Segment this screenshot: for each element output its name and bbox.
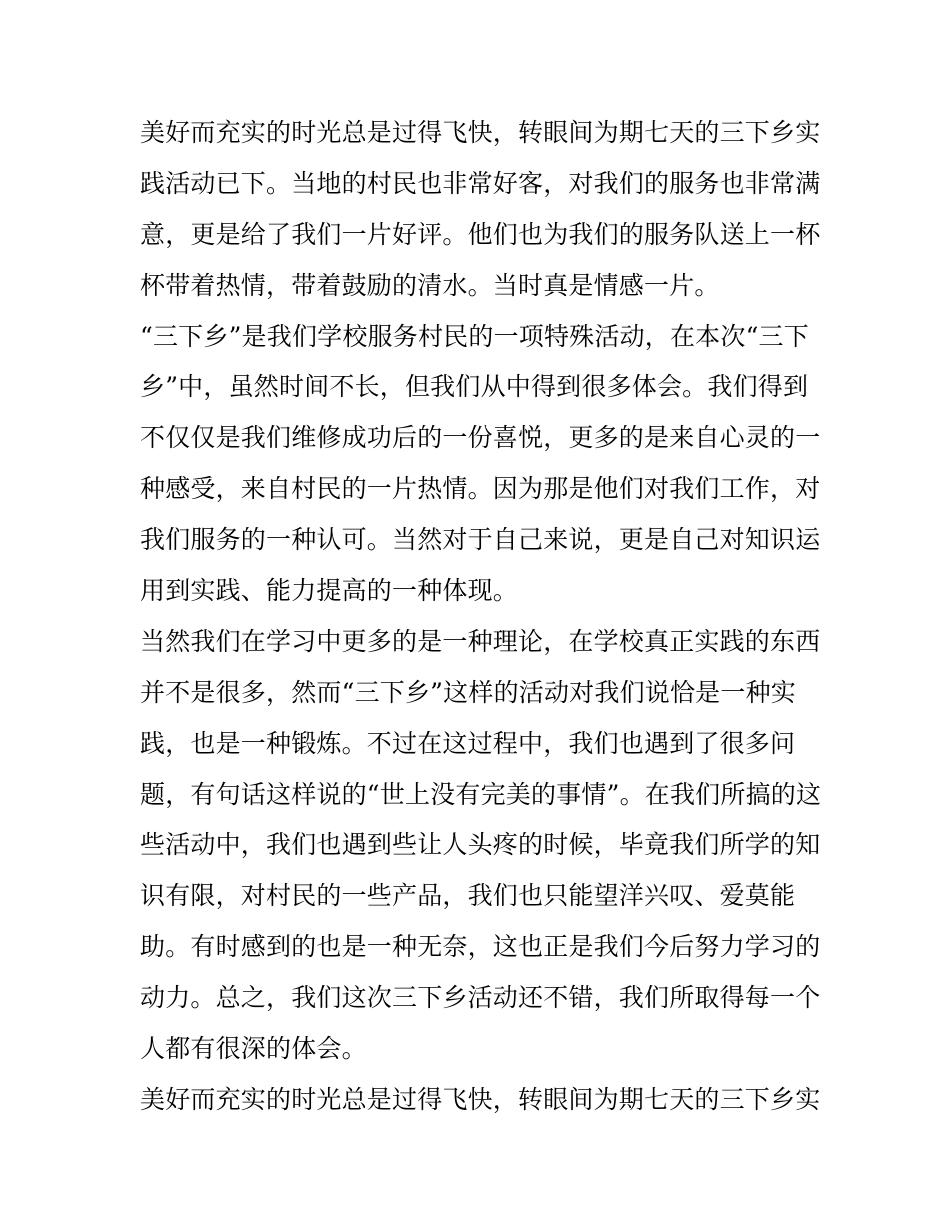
text-line: 美好而充实的时光总是过得飞快，转眼间为期七天的三下乡实 <box>140 1084 821 1114</box>
text-line: 当然我们在学习中更多的是一种理论，在学校真正实践的东西 <box>140 626 821 656</box>
text-line: 乡”中，虽然时间不长，但我们从中得到很多体会。我们得到 <box>140 372 809 402</box>
text-line: 杯带着热情，带着鼓励的清水。当时真是情感一片。 <box>140 270 720 300</box>
text-line: 种感受，来自村民的一片热情。因为那是他们对我们工作，对 <box>140 474 821 504</box>
text-line: 我们服务的一种认可。当然对于自己来说，更是自己对知识运 <box>140 525 821 555</box>
text-line: 美好而充实的时光总是过得飞快，转眼间为期七天的三下乡实 <box>140 118 821 147</box>
text-line: 不仅仅是我们维修成功后的一份喜悦，更多的是来自心灵的一 <box>140 423 821 453</box>
text-line: 识有限，对村民的一些产品，我们也只能望洋兴叹、爱莫能 <box>140 881 796 911</box>
text-line: 践，也是一种锻炼。不过在这过程中，我们也遇到了很多问 <box>140 728 796 758</box>
text-line: 践活动已下。当地的村民也非常好客，对我们的服务也非常满 <box>140 168 821 198</box>
text-line: 些活动中，我们也遇到些让人头疼的时候，毕竟我们所学的知 <box>140 830 821 860</box>
text-line: 用到实践、能力提高的一种体现。 <box>140 576 519 606</box>
text-line: 人都有很深的体会。 <box>140 1034 367 1064</box>
document-body <box>140 108 820 1126</box>
text-line: “三下乡”是我们学校服务村民的一项特殊活动，在本次“三下 <box>140 321 809 351</box>
text-line: 并不是很多，然而“三下乡”这样的活动对我们说恰是一种实 <box>140 677 796 707</box>
text-line: 题，有句话这样说的“世上没有完美的事情”。在我们所搞的这 <box>140 779 822 809</box>
text-line: 意，更是给了我们一片好评。他们也为我们的服务队送上一杯 <box>140 219 821 249</box>
text-line: 助。有时感到的也是一种无奈，这也正是我们今后努力学习的 <box>140 932 821 962</box>
text-line: 动力。总之，我们这次三下乡活动还不错，我们所取得每一个 <box>140 983 821 1013</box>
